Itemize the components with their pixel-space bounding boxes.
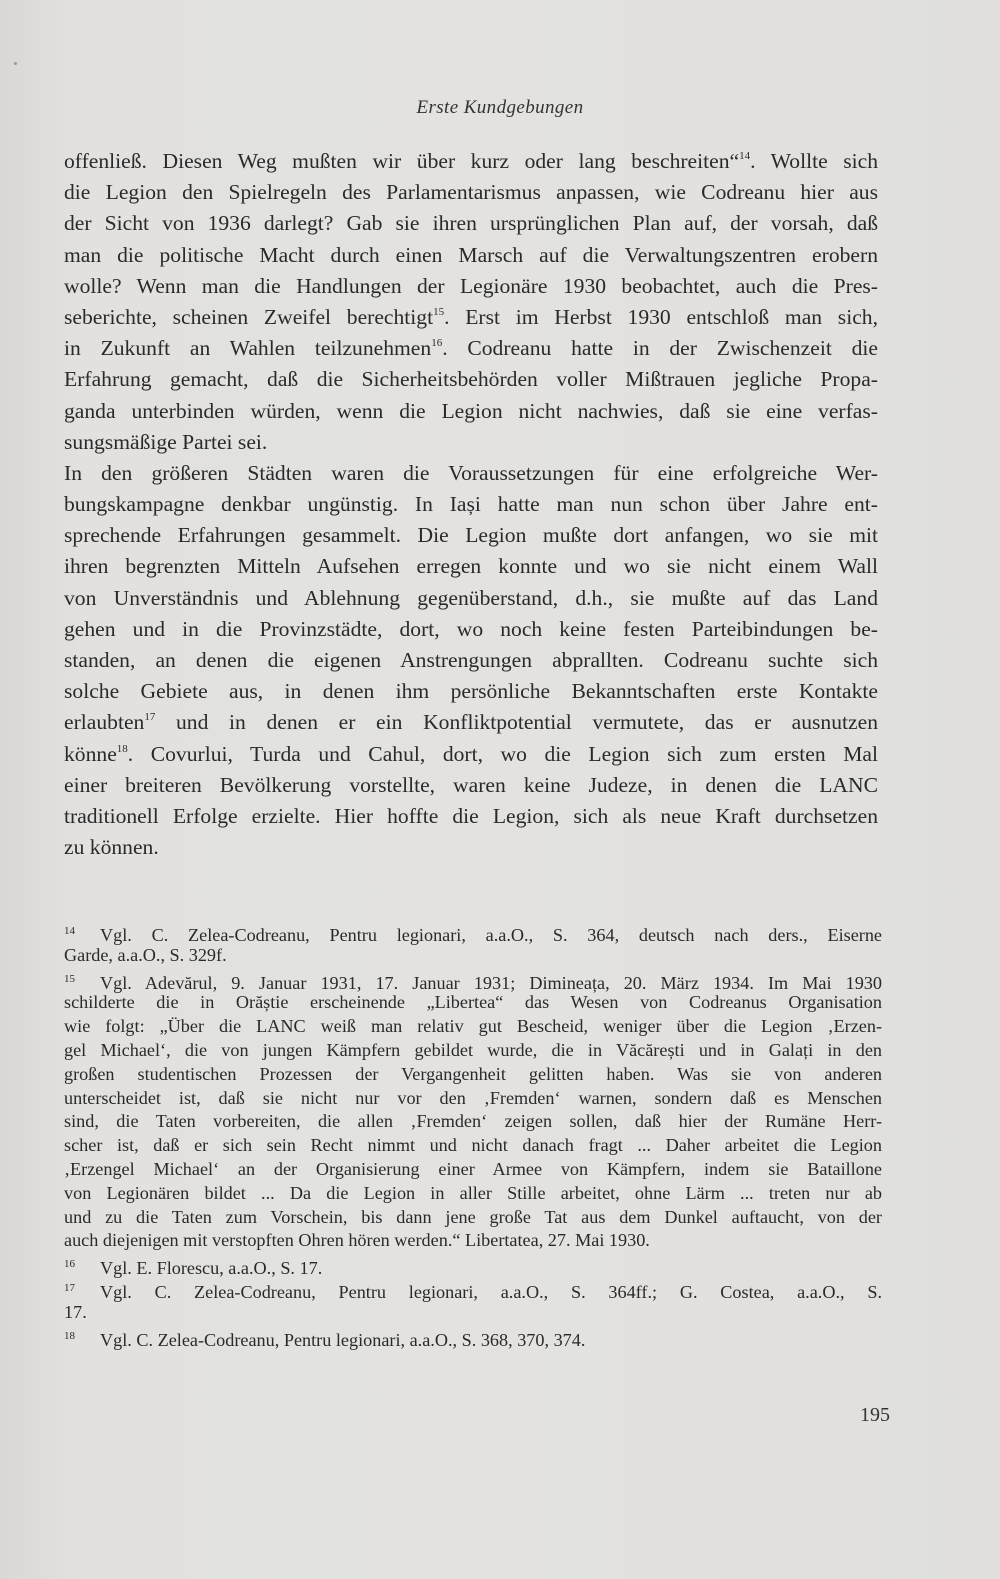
footnote-text: Vgl. E. Florescu, a.a.O., S. 17.	[100, 1258, 323, 1279]
text-line: erlaubten$^{17}$ und in denen er ein Konfliktpotential vermutete, das er ausnutzen	[64, 710, 878, 735]
footnote-text: Vgl. Adevărul, 9. Januar 1931, 17. Januar 1931; Dimineața, 20. März 1934. Im Mai 1930	[100, 972, 882, 993]
footnote-text: wie folgt: „Über die LANC weiß man relativ gut Bescheid, weniger über die Legion ‚Erzen-	[64, 1016, 882, 1037]
footnote-line	[64, 1134, 882, 1158]
footnote-line	[64, 1087, 882, 1111]
footnote-number-16: 16	[64, 1258, 75, 1271]
footnote-number-17: 17	[64, 1281, 75, 1294]
main-text	[64, 146, 878, 863]
footnote-line	[64, 1206, 882, 1230]
footnote-ref-17[interactable]: 17	[144, 711, 156, 724]
footnote-text: großen studentischen Prozessen der Vergangenheit gelitten haben. Was sie von anderen	[64, 1063, 882, 1084]
footnote-line	[64, 1039, 882, 1063]
footnote-text: sind, die Taten vorbereiten, die allen ‚Fremden‘ zeigen sollen, daß hier der Rumäne Herr-	[64, 1111, 882, 1132]
footnote-line	[64, 1015, 882, 1039]
footnote-text: Vgl. C. Zelea-Codreanu, Pentru legionari, a.a.O., S. 368, 370, 374.	[100, 1329, 586, 1350]
text-line: von Unverständnis und Ablehnung gegenüberstand, d.h., sie mußte auf das Land	[64, 585, 878, 610]
text-line: in Zukunft an Wahlen teilzunehmen$^{16}$. Codreanu hatte in der Zwischenzeit die	[64, 336, 878, 361]
footnote-number-18: 18	[64, 1329, 75, 1342]
footnote-text: unterscheidet ist, daß sie nicht nur vor den ‚Fremden‘ warnen, sondern daß es Menschen	[64, 1087, 882, 1108]
footnote-line	[64, 1158, 882, 1182]
footnote-line	[64, 920, 882, 944]
text-line: die Legion den Spielregeln des Parlamentarismus anpassen, wie Codreanu hier aus	[64, 180, 878, 205]
text-line: standen, an denen die eigenen Anstrengungen abprallten. Codreanu suchte sich	[64, 648, 878, 672]
text-line: man die politische Macht durch einen Marsch auf die Verwaltungszentren erobern	[64, 242, 878, 267]
text-line: könne$^{18}$. Covurlui, Turda und Cahul, dort, wo die Legion sich zum ersten Mal	[64, 741, 878, 766]
footnote-ref-15[interactable]: 15	[433, 305, 445, 318]
footnote-line	[64, 1182, 882, 1206]
text-line: bungskampagne denkbar ungünstig. In Iași hatte man nun schon über Jahre ent-	[64, 492, 878, 517]
footnote-line	[64, 968, 882, 992]
text-line: sprechende Erfahrungen gesammelt. Die Legion mußte dort anfangen, wo sie mit	[64, 523, 878, 548]
footnote-text: von Legionären bildet ... Da die Legion in aller Stille arbeitet, ohne Lärm ... treten nur ab	[64, 1182, 882, 1203]
text-line: gehen und in die Provinzstädte, dort, wo noch keine festen Parteibindungen be-	[64, 616, 878, 641]
footnote-text: Vgl. C. Zelea-Codreanu, Pentru legionari, a.a.O., S. 364, deutsch nach ders., Eiserne	[100, 925, 882, 945]
text-line: In den größeren Städten waren die Voraussetzungen für eine erfolgreiche Wer-	[64, 460, 878, 485]
running-header: Erste Kundgebungen	[416, 97, 584, 118]
text-line: solche Gebiete aus, in denen ihm persönliche Bekanntschaften erste Kontakte	[64, 679, 878, 704]
footnote-ref-16[interactable]: 16	[431, 337, 443, 350]
footnote-line	[64, 944, 882, 968]
text-line: zu können.	[64, 835, 159, 860]
text-line: ganda unterbinden würden, wenn die Legion nicht nachwies, daß sie eine verfas-	[64, 398, 878, 423]
footnote-text: schilderte die in Orăștie erscheinende „Libertea“ das Wesen von Codreanus Organisation	[64, 992, 882, 1013]
footnote-line	[64, 991, 882, 1015]
text-line: Erfahrung gemacht, daß die Sicherheitsbehörden voller Mißtrauen jegliche Propa-	[64, 367, 878, 392]
footnote-text: Vgl. C. Zelea-Codreanu, Pentru legionari, a.a.O., S. 364ff.; G. Costea, a.a.O., S.	[100, 1281, 882, 1302]
footnote-text: ‚Erzengel Michael‘ an der Organisierung einer Armee von Kämpfern, indem sie Bataillone	[64, 1158, 882, 1179]
text-line: wolle? Wenn man die Handlungen der Legionäre 1930 beobachtet, auch die Pres-	[64, 273, 878, 298]
footnote-text: Garde, a.a.O., S. 329f.	[64, 944, 227, 965]
footnote-number-15: 15	[64, 972, 75, 985]
footnote-number-14: 14	[64, 925, 75, 937]
footnote-line	[64, 1229, 882, 1253]
text-line: ihren begrenzten Mitteln Aufsehen erregen konnte und wo sie nicht einem Wall	[64, 554, 878, 579]
text-line: sungsmäßige Partei sei.	[64, 429, 268, 454]
footnote-text: scher ist, daß er sich sein Recht nimmt und nicht danach fragt ... Daher arbeitet die Legion	[64, 1135, 882, 1156]
footnote-line	[64, 1325, 882, 1349]
footnote-text: und zu die Taten zum Vorschein, bis dann jene große Tat aus dem Dunkel auftaucht, von der	[64, 1206, 882, 1227]
page-number: 195	[860, 1404, 890, 1426]
footnote-text: 17.	[64, 1301, 87, 1322]
footnote-ref-14[interactable]: 14	[739, 150, 751, 162]
text-line: einer breiteren Bevölkerung vorstellte, waren keine Judeze, in denen die LANC	[64, 772, 878, 797]
text-line: traditionell Erfolge erzielte. Hier hoffte die Legion, sich als neue Kraft durchsetzen	[64, 803, 878, 828]
text-line: offenließ. Diesen Weg mußten wir über kurz oder lang beschreiten“$^{14}$. Wollte sich	[64, 149, 878, 173]
page-speck	[14, 62, 17, 65]
text-line: seberichte, scheinen Zweifel berechtigt$^{15}$. Erst im Herbst 1930 entschloß man sich,	[64, 304, 878, 329]
footnotes	[64, 920, 882, 1348]
footnote-line	[64, 1277, 882, 1301]
footnote-ref-18[interactable]: 18	[116, 742, 128, 755]
footnote-text: gel Michael‘, die von jungen Kämpfern gebildet wurde, die in Văcărești und in Galați in den	[64, 1039, 882, 1060]
text-line: der Sicht von 1936 darlegt? Gab sie ihren ursprünglichen Plan auf, der vorsah, daß	[64, 211, 878, 236]
footnote-line	[64, 1063, 882, 1087]
footnote-text: auch diejenigen mit verstopften Ohren hören werden.“ Libertatea, 27. Mai 1930.	[64, 1230, 650, 1251]
footnote-line	[64, 1253, 882, 1277]
footnote-line	[64, 1301, 882, 1325]
footnote-line	[64, 1110, 882, 1134]
